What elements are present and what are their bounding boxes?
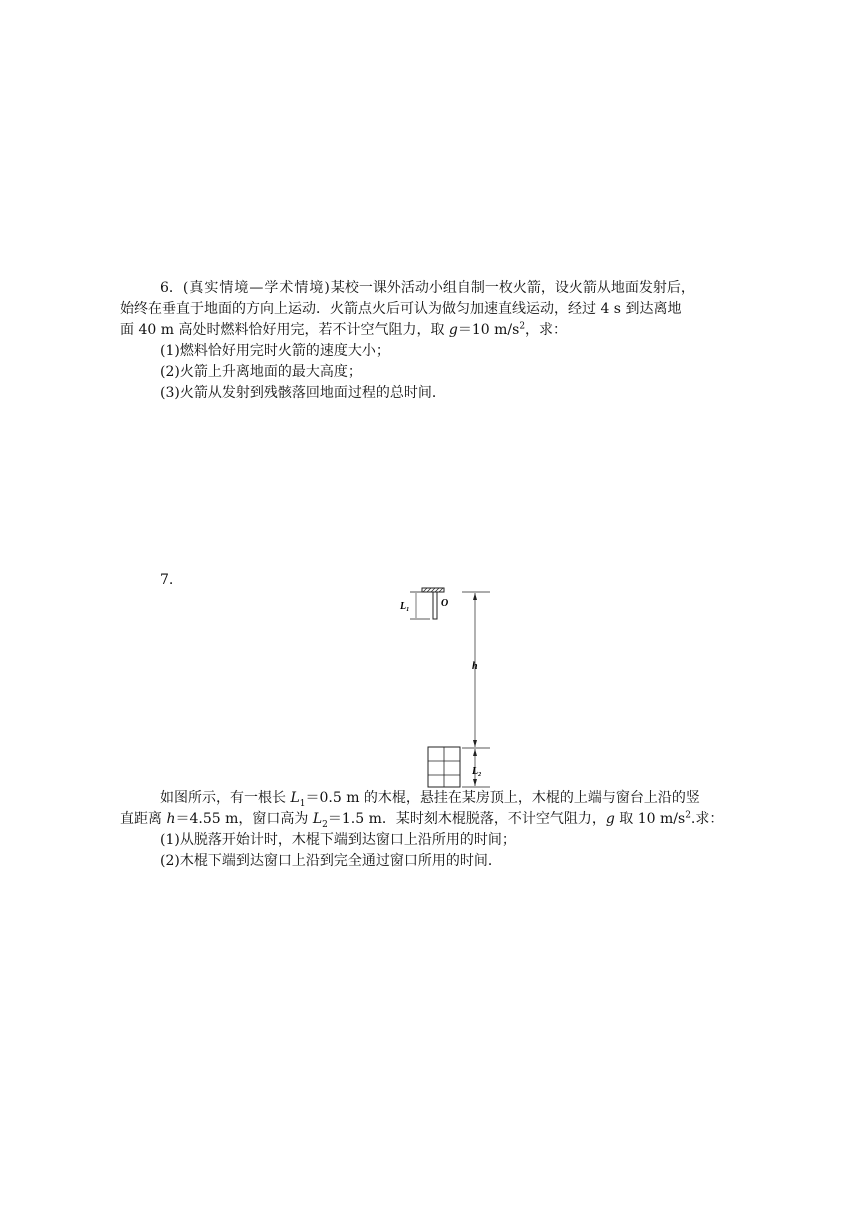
q6-sub-3: (3)火箭从发射到残骸落回地面过程的总时间． [160, 385, 446, 401]
q7-line-1 [120, 788, 760, 809]
q7-var-h: h [166, 811, 176, 827]
q7-text: .求： [690, 811, 724, 827]
q7-line-2 [120, 809, 760, 830]
q6-var-g: g [448, 322, 458, 338]
q6-sub-2: (2)火箭上升离地面的最大高度； [160, 364, 362, 380]
label-h: h [472, 661, 478, 672]
question-7 [120, 788, 760, 872]
q7-text: ＝1.5 m．某时刻木棍脱落，不计空气阻力， [327, 811, 606, 827]
label-o: O [441, 598, 449, 609]
q7-sub-1: (1)从脱落开始计时，木棍下端到达窗口上沿所用的时间； [160, 832, 516, 848]
q7-number: 7. [160, 572, 174, 588]
l2-arrow-bottom [473, 779, 477, 786]
q7-text: 取 10 m/s [614, 811, 686, 827]
q6-text: 某校一课外活动小组自制一枚火箭，设火箭从地面发射后， [330, 280, 695, 296]
q6-sup: 2 [519, 321, 526, 332]
stick-window-figure [392, 584, 502, 788]
label-l2: $L_2$ [472, 766, 482, 778]
q6-line-2: 始终在垂直于地面的方向上运动．火箭点火后可认为做匀加速直线运动，经过 4 s 到达离地 [120, 301, 682, 317]
q6-text: 面 40 m 高处时燃料恰好用完，若不计空气阻力，取 [120, 322, 449, 338]
q7-var-g: g [605, 811, 615, 827]
q7-sub-2: (2)木棍下端到达窗口上沿到完全通过窗口所用的时间． [160, 853, 502, 869]
q7-text: ＝4.55 m，窗口高为 [175, 811, 313, 827]
q7-sub: 2 [322, 819, 328, 830]
q6-text: ，求： [525, 322, 568, 338]
q6-line-3 [120, 320, 760, 341]
question-6 [120, 278, 760, 404]
q6-sub-1: (1)燃料恰好用完时火箭的速度大小； [160, 343, 390, 359]
h-arrow-bottom [473, 740, 477, 747]
h-arrow-top [473, 593, 477, 600]
q6-tag: (真实情境—学术情境) [182, 280, 331, 296]
q6-number: 6． [160, 280, 183, 296]
l2-arrow-top [473, 749, 477, 756]
q7-text: 如图所示，有一根长 [160, 790, 291, 806]
q7-sub: 1 [299, 798, 306, 809]
q7-text: ＝0.5 m 的木棍，悬挂在某房顶上，木棍的上端与窗台上沿的竖 [305, 790, 700, 806]
q6-text: ＝10 m/s [457, 322, 520, 338]
q7-var-l1: L [290, 790, 300, 806]
q7-sup: 2 [685, 810, 691, 821]
q6-line-1 [120, 278, 760, 299]
q7-var-l2: L [312, 811, 323, 827]
label-l1: $L_1$ [400, 601, 410, 613]
wooden-stick [433, 592, 437, 619]
q7-text: 直距离 [120, 811, 167, 827]
